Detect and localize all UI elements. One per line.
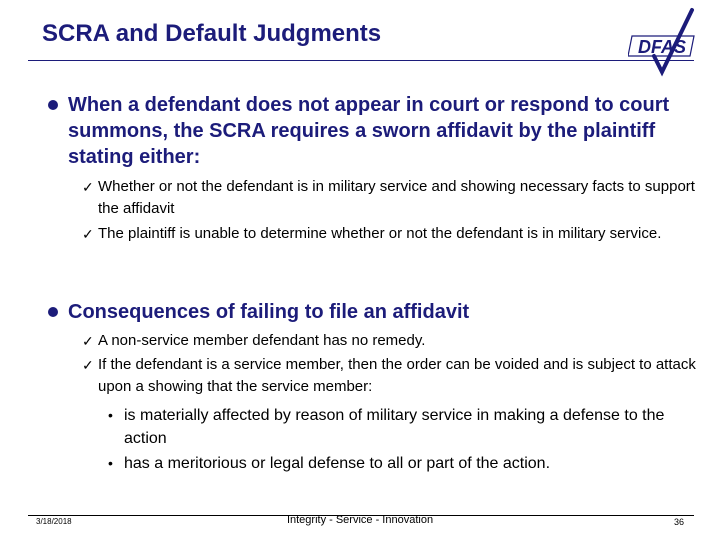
checkmark-icon: ✓	[82, 179, 94, 195]
sub-point-1-1-text: Whether or not the defendant is in military service and showing necessary facts to support the affidavit	[98, 178, 695, 217]
sub-point-1-1	[82, 176, 702, 220]
page-number: 36	[674, 517, 685, 527]
footer-motto: Integrity - Service - Innovation	[286, 514, 434, 526]
sub-sub-point-1	[108, 404, 678, 450]
bullet-dot-icon	[48, 307, 58, 317]
dfas-logo	[628, 6, 700, 78]
bullet-point-1-text: When a defendant does not appear in court or respond to court summons, the SCRA requires a sworn affidavit by the plaintiff stating either:	[68, 94, 670, 168]
small-bullet-icon: •	[108, 455, 113, 471]
sub-point-2-2-text: If the defendant is a service member, then the order can be voided and is subject to attack upon a showing that the service member:	[98, 356, 696, 395]
bullet-dot-icon	[48, 100, 58, 110]
title-divider	[28, 60, 694, 61]
bullet-point-2	[48, 299, 688, 325]
checkmark-icon: ✓	[82, 333, 94, 349]
sub-sub-point-2	[108, 452, 678, 475]
sub-point-1-2-text: The plaintiff is unable to determine whether or not the defendant is in military service.	[98, 225, 662, 242]
sub-point-2-1	[82, 330, 702, 352]
sub-point-2-1-text: A non-service member defendant has no remedy.	[98, 332, 426, 349]
sub-sub-point-2-text: has a meritorious or legal defense to all or part of the action.	[124, 455, 551, 472]
small-bullet-icon: •	[108, 407, 113, 423]
sub-point-1-2	[82, 223, 702, 245]
bullet-point-1	[48, 92, 688, 170]
sub-sub-point-1-text: is materially affected by reason of military service in making a defense to the action	[124, 407, 665, 447]
footer-date: 3/18/2018	[36, 517, 72, 526]
bullet-point-2-text: Consequences of failing to file an affidavit	[68, 301, 470, 323]
checkmark-icon: ✓	[82, 357, 94, 373]
checkmark-icon: ✓	[82, 226, 94, 242]
slide-title: SCRA and Default Judgments	[42, 20, 382, 47]
sub-point-2-2	[82, 354, 702, 398]
logo-wordmark: DFAS	[638, 37, 687, 57]
